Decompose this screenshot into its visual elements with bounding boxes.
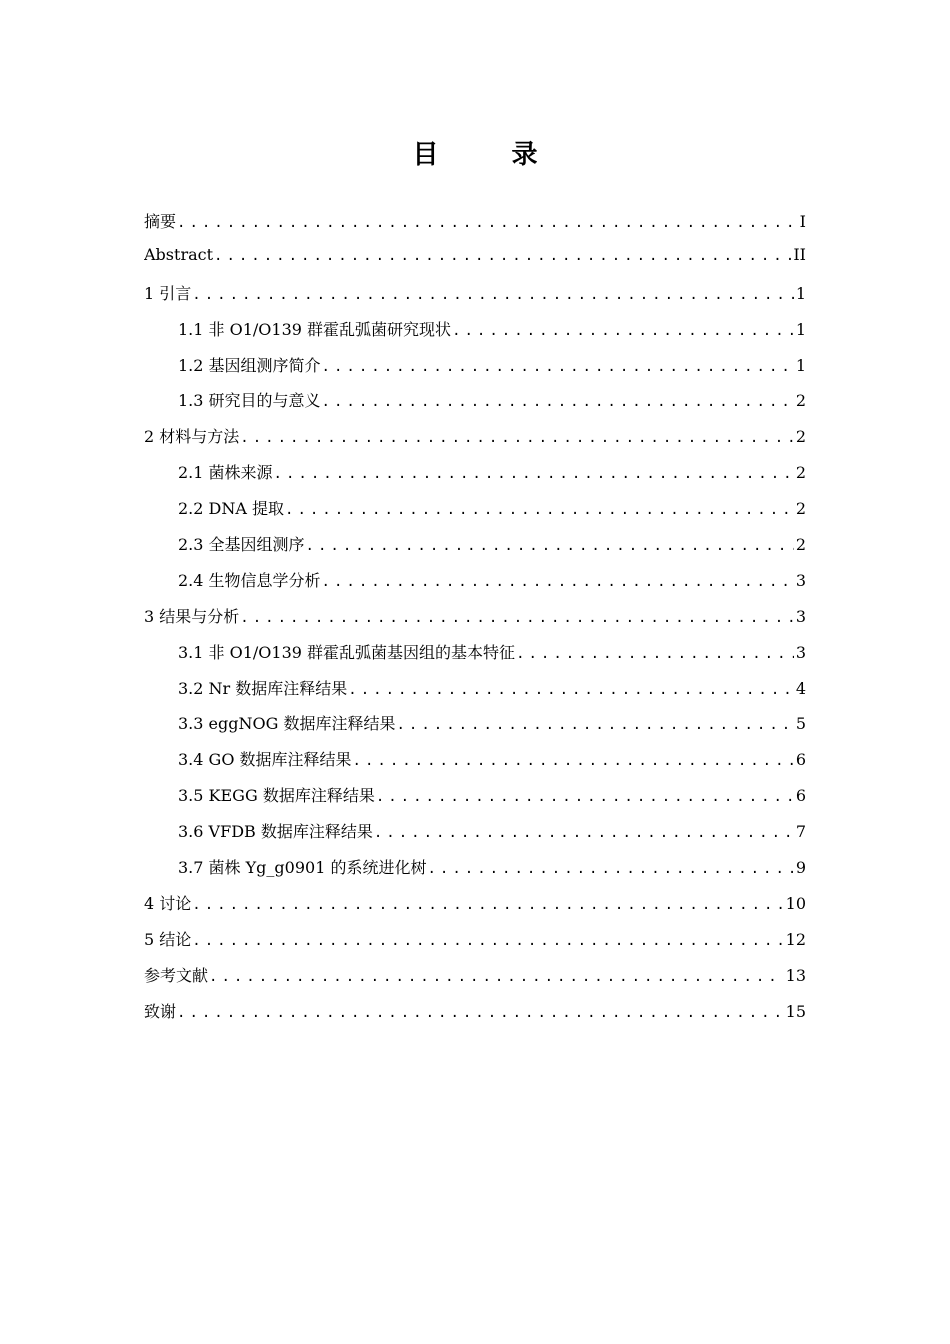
toc-entry[interactable] [144, 209, 806, 245]
toc-dot-leader [192, 933, 783, 949]
toc-dot-leader [322, 394, 794, 410]
toc-entry-page-number: 3 [795, 642, 806, 662]
toc-entry-label: 3.5 KEGG 数据库注释结果 [178, 786, 375, 806]
toc-dot-leader [274, 466, 794, 482]
toc-entry-page-number: 6 [795, 786, 806, 806]
toc-entry[interactable] [144, 424, 806, 460]
toc-entry-page-number: 12 [785, 929, 806, 949]
toc-entry-page-number: 2 [795, 391, 806, 411]
toc-entry[interactable] [144, 963, 806, 999]
table-of-contents [144, 209, 806, 1034]
toc-entry-label: 1.3 研究目的与意义 [178, 391, 321, 411]
toc-entry-page-number: 2 [795, 427, 806, 447]
toc-dot-leader [353, 753, 794, 769]
toc-entry-label: 3 结果与分析 [144, 606, 240, 626]
toc-entry-label: 3.2 Nr 数据库注释结果 [178, 678, 348, 698]
toc-entry-label: 3.7 菌株 Yg_g0901 的系统进化树 [178, 858, 427, 878]
toc-entry[interactable] [144, 927, 806, 963]
toc-entry[interactable] [144, 317, 806, 353]
toc-entry-label: 2.4 生物信息学分析 [178, 570, 321, 590]
toc-entry[interactable] [144, 460, 806, 496]
toc-entry-label: 2.3 全基因组测序 [178, 535, 305, 555]
toc-entry-label: 2.2 DNA 提取 [178, 499, 285, 519]
toc-dot-leader [192, 897, 783, 913]
toc-entry[interactable] [144, 640, 806, 676]
toc-entry[interactable] [144, 783, 806, 819]
toc-dot-leader [285, 502, 794, 518]
toc-entry[interactable] [144, 747, 806, 783]
toc-dot-leader [240, 610, 794, 626]
toc-entry[interactable] [144, 496, 806, 532]
toc-dot-leader [192, 287, 794, 303]
toc-entry-label: 1.2 基因组测序简介 [178, 355, 321, 375]
toc-dot-leader [427, 861, 793, 877]
toc-entry-page-number: 2 [795, 499, 806, 519]
toc-entry-page-number: 3 [795, 570, 806, 590]
toc-entry-page-number: 4 [795, 678, 806, 698]
toc-entry-page-number: 2 [795, 463, 806, 483]
toc-entry-label: 致谢 [144, 1001, 177, 1021]
toc-entry-label: 1 引言 [144, 283, 192, 303]
toc-dot-leader [374, 825, 794, 841]
toc-entry-page-number: 5 [795, 714, 806, 734]
toc-entry-page-number: 7 [795, 822, 806, 842]
toc-entry[interactable] [144, 388, 806, 424]
toc-entry-label: 3.6 VFDB 数据库注释结果 [178, 822, 373, 842]
toc-entry-page-number: 3 [795, 606, 806, 626]
toc-entry[interactable] [144, 891, 806, 927]
toc-dot-leader [376, 789, 794, 805]
toc-entry-page-number: 1 [795, 355, 806, 375]
toc-entry-page-number: 1 [795, 283, 806, 303]
toc-entry-label: 3.3 eggNOG 数据库注释结果 [178, 714, 396, 734]
toc-entry-page-number: 13 [785, 965, 806, 985]
toc-entry[interactable] [144, 819, 806, 855]
toc-entry[interactable] [144, 604, 806, 640]
toc-dot-leader [322, 359, 794, 375]
toc-entry-label: 摘要 [144, 212, 177, 231]
toc-dot-leader [209, 969, 784, 985]
page-title: 目 录 [412, 140, 570, 170]
toc-dot-leader [240, 430, 794, 446]
toc-entry[interactable] [144, 532, 806, 568]
toc-entry[interactable] [144, 676, 806, 712]
toc-entry-page-number: II [793, 244, 806, 264]
toc-entry[interactable] [144, 353, 806, 389]
toc-dot-leader [177, 1005, 784, 1021]
toc-entry[interactable] [144, 568, 806, 604]
toc-entry-page-number: 1 [795, 319, 806, 339]
toc-entry[interactable] [144, 855, 806, 891]
toc-dot-leader [214, 248, 791, 264]
toc-entry-page-number: 9 [795, 858, 806, 878]
toc-dot-leader [452, 323, 794, 339]
toc-dot-leader [348, 682, 794, 698]
toc-entry-page-number: 2 [795, 535, 806, 555]
toc-entry[interactable] [144, 245, 806, 281]
toc-entry-page-number: I [799, 212, 806, 231]
toc-entry-label: 2.1 菌株来源 [178, 463, 273, 483]
toc-entry[interactable] [144, 711, 806, 747]
toc-entry-label: 4 讨论 [144, 893, 192, 913]
toc-entry-page-number: 10 [785, 893, 806, 913]
toc-dot-leader [396, 717, 793, 733]
toc-entry-label: Abstract [144, 244, 214, 264]
toc-dot-leader [177, 215, 798, 231]
toc-entry-label: 1.1 非 O1/O139 群霍乱弧菌研究现状 [178, 319, 452, 339]
toc-dot-leader [306, 538, 794, 554]
toc-entry[interactable] [144, 281, 806, 317]
toc-entry-page-number: 6 [795, 750, 806, 770]
toc-dot-leader [322, 574, 794, 590]
toc-entry-label: 3.4 GO 数据库注释结果 [178, 750, 352, 770]
toc-entry-label: 3.1 非 O1/O139 群霍乱弧菌基因组的基本特征 [178, 642, 516, 662]
toc-entry-page-number: 15 [785, 1001, 806, 1021]
toc-entry-label: 5 结论 [144, 929, 192, 949]
toc-dot-leader [516, 646, 794, 662]
toc-entry[interactable] [144, 999, 806, 1035]
toc-entry-label: 2 材料与方法 [144, 427, 240, 447]
toc-entry-label: 参考文献 [144, 965, 209, 985]
